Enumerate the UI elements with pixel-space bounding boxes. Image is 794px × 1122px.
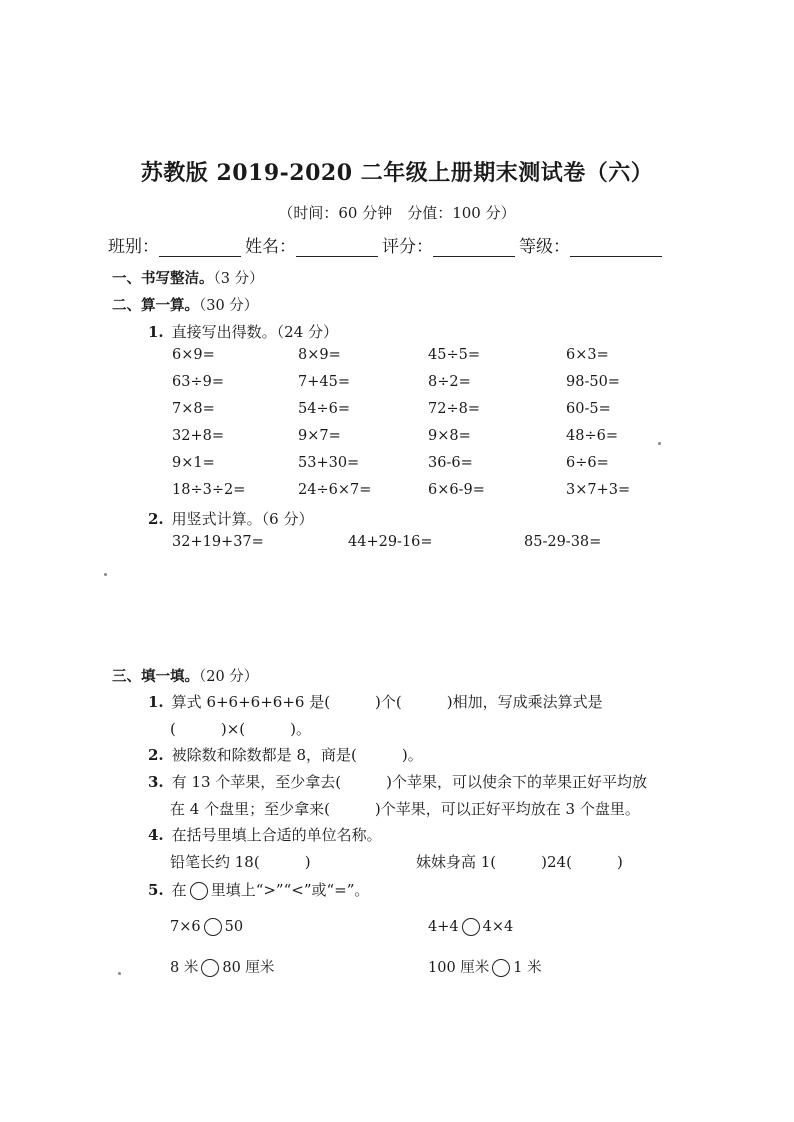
question-number: 2. [148, 746, 164, 764]
compare-right: 50 [224, 919, 244, 935]
question-3-3 [148, 771, 647, 792]
question-2-2 [148, 508, 313, 529]
arithmetic-item: 7+45= [298, 374, 350, 390]
class-label: 班别： [108, 237, 159, 257]
exam-subtitle: （时间：60 分钟 分值：100 分） [278, 204, 516, 222]
question-2-1 [148, 321, 338, 342]
name-blank[interactable] [296, 238, 378, 257]
vertical-calc-item: 44+29-16= [348, 534, 433, 550]
arithmetic-item: 9×8= [428, 428, 471, 444]
question-number: 1. [148, 693, 164, 711]
section-2-heading [112, 294, 258, 315]
question-number: 3. [148, 773, 164, 791]
grade-label: 等级： [519, 237, 570, 257]
compare-item [428, 956, 542, 977]
arithmetic-item: 24÷6×7= [298, 482, 372, 498]
question-text-after: 里填上“>”“<”或“=”。 [210, 881, 370, 899]
question-number: 5. [148, 881, 164, 899]
arithmetic-item: 9×7= [298, 428, 341, 444]
name-label: 姓名： [245, 237, 296, 257]
compare-right: 1 米 [513, 960, 542, 976]
question-text-before: 在 [171, 881, 187, 899]
score-label: 评分： [382, 237, 433, 257]
scan-speck [658, 442, 661, 445]
compare-circle[interactable] [492, 959, 510, 977]
question-3-4 [148, 824, 382, 845]
section-1-points: （3 分） [213, 271, 264, 287]
arithmetic-item: 8÷2= [428, 374, 471, 390]
question-text: 在括号里填上合适的单位名称。 [171, 826, 382, 844]
section-3-heading [112, 665, 258, 686]
compare-right: 80 厘米 [222, 960, 275, 976]
compare-circle[interactable] [462, 918, 480, 936]
unit-fill-left: 铅笔长约 18( ) [170, 853, 311, 871]
arithmetic-item: 6×3= [566, 347, 609, 363]
arithmetic-item: 53+30= [298, 455, 360, 471]
unit-fill-right: 妹妹身高 1( )24( ) [416, 853, 623, 871]
question-number: 1. [148, 323, 164, 341]
question-text: 直接写出得数。（24 分） [171, 323, 339, 341]
arithmetic-item: 54÷6= [298, 401, 350, 417]
page-title: 苏教版 2019-2020 二年级上册期末测试卷（六） [140, 160, 654, 186]
compare-left: 100 厘米 [428, 960, 490, 976]
grade-blank[interactable] [570, 238, 662, 257]
circle-icon [190, 882, 208, 900]
question-text: 被除数和除数都是 8，商是( )。 [171, 746, 423, 764]
arithmetic-item: 18÷3÷2= [172, 482, 246, 498]
compare-circle[interactable] [204, 918, 222, 936]
vertical-calc-item: 32+19+37= [172, 534, 264, 550]
arithmetic-item: 6×6-9= [428, 482, 485, 498]
arithmetic-item: 60-5= [566, 401, 611, 417]
arithmetic-item: 48÷6= [566, 428, 618, 444]
question-text: 用竖式计算。（6 分） [171, 510, 314, 528]
question-number: 2. [148, 510, 164, 528]
question-3-2 [148, 744, 423, 765]
arithmetic-item: 7×8= [172, 401, 215, 417]
vertical-calc-item: 85-29-38= [524, 534, 602, 550]
arithmetic-item: 6×9= [172, 347, 215, 363]
section-2-points: （30 分） [199, 298, 259, 314]
scan-speck [104, 573, 107, 576]
section-3-points: （20 分） [199, 669, 259, 685]
compare-left: 8 米 [170, 960, 199, 976]
section-3-title: 三、填一填。 [112, 668, 199, 685]
question-text: 有 13 个苹果，至少拿去( )个苹果，可以使余下的苹果正好平均放 [171, 773, 648, 791]
arithmetic-item: 6÷6= [566, 455, 609, 471]
arithmetic-item: 36-6= [428, 455, 473, 471]
score-blank[interactable] [433, 238, 515, 257]
question-text: 算式 6+6+6+6+6 是( )个( )相加，写成乘法算式是 [171, 693, 603, 711]
arithmetic-item: 63÷9= [172, 374, 224, 390]
arithmetic-item: 45÷5= [428, 347, 480, 363]
student-info-line [108, 232, 666, 257]
compare-circle[interactable] [201, 959, 219, 977]
question-3-3-cont: 在 4 个盘里；至少拿来( )个苹果，可以正好平均放在 3 个盘里。 [170, 800, 640, 818]
arithmetic-item: 8×9= [298, 347, 341, 363]
section-2-title: 二、算一算。 [112, 297, 199, 314]
compare-item [170, 918, 243, 936]
question-number: 4. [148, 826, 164, 844]
arithmetic-item: 72÷8= [428, 401, 480, 417]
arithmetic-item: 32+8= [172, 428, 224, 444]
compare-left: 4+4 [428, 919, 459, 935]
scan-speck [118, 972, 121, 975]
question-3-1-cont: ( )×( )。 [170, 720, 311, 738]
question-3-1 [148, 691, 603, 712]
compare-right: 4×4 [482, 919, 514, 935]
section-1-title: 一、书写整洁。 [112, 270, 214, 287]
section-1-heading [112, 267, 264, 288]
arithmetic-item: 9×1= [172, 455, 215, 471]
question-3-5 [148, 879, 369, 900]
class-blank[interactable] [159, 238, 241, 257]
compare-item [428, 918, 513, 936]
arithmetic-item: 3×7+3= [566, 482, 631, 498]
arithmetic-item: 98-50= [566, 374, 620, 390]
compare-left: 7×6 [170, 919, 201, 935]
compare-item [170, 956, 274, 977]
